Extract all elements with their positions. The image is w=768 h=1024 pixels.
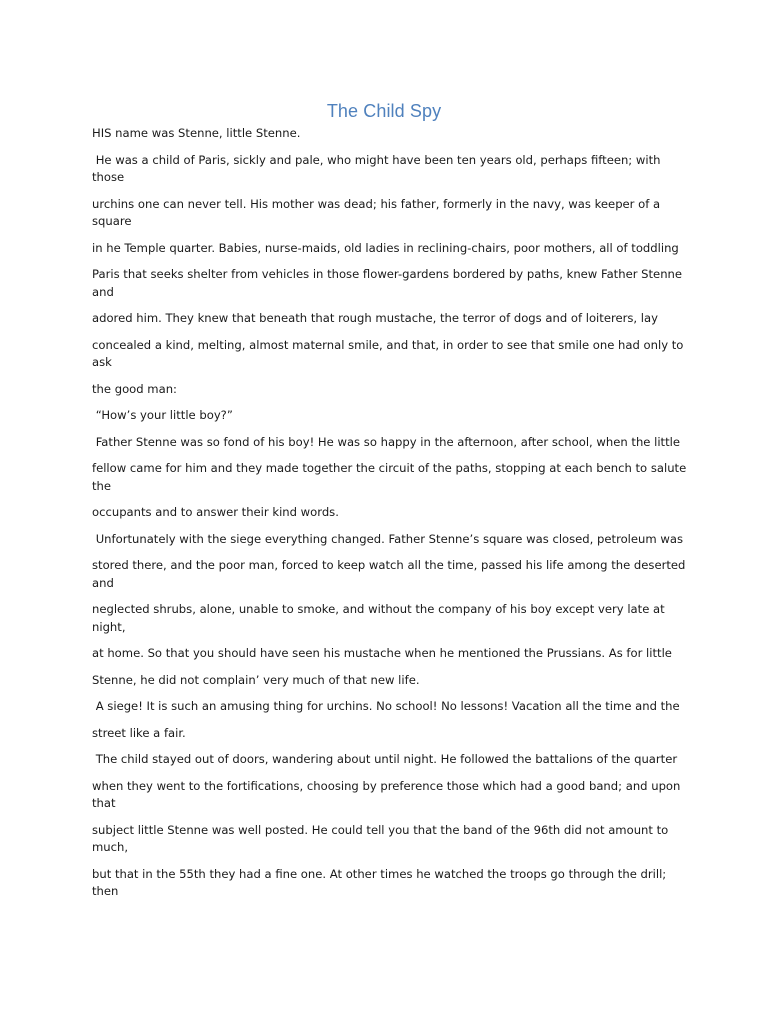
paragraph-14: stored there, and the poor man, forced to keep watch all the time, passed his life among the deserted and [92, 558, 690, 590]
paragraph-8: the good man: [92, 381, 177, 396]
document-title: The Child Spy [326, 101, 442, 121]
paragraph-15: neglected shrubs, alone, unable to smoke, and without the company of his boy except very late at night, [92, 602, 669, 634]
paragraph-20: The child stayed out of doors, wandering about until night. He followed the battalions of the quarter [92, 752, 678, 766]
paragraph-17: Stenne, he did not complain’ very much of that new life. [92, 672, 420, 687]
paragraph-16: at home. So that you should have seen his mustache when he mentioned the Prussians. As for little [92, 646, 672, 660]
paragraph-1: HIS name was Stenne, little Stenne. [92, 126, 301, 140]
paragraph-9: “How’s your little boy?” [92, 408, 233, 422]
paragraph-10: Father Stenne was so fond of his boy! He was so happy in the afternoon, after school, when the little [92, 434, 681, 449]
paragraph-22: subject little Stenne was well posted. He could tell you that the band of the 96th did not amount to much, [92, 822, 672, 854]
paragraph-3: urchins one can never tell. His mother was dead; his father, formerly in the navy, was keeper of a square [92, 196, 664, 228]
paragraph-2: He was a child of Paris, sickly and pale, who might have been ten years old, perhaps fifteen; with those [92, 152, 665, 184]
paragraph-19: street like a fair. [92, 725, 186, 740]
paragraph-7: concealed a kind, melting, almost maternal smile, and that, in order to see that smile one had only to ask [92, 337, 688, 369]
paragraph-4: in he Temple quarter. Babies, nurse-maids, old ladies in reclining-chairs, poor mothers, all of toddling [92, 240, 679, 255]
paragraph-5: Paris that seeks shelter from vehicles in those flower-gardens bordered by paths, knew Father Stenne and [92, 267, 686, 299]
paragraph-6: adored him. They knew that beneath that rough mustache, the terror of dogs and of loiterers, lay [92, 311, 658, 325]
paragraph-13: Unfortunately with the siege everything changed. Father Stenne’s square was closed, petroleum was [92, 531, 683, 546]
paragraph-11: fellow came for him and they made together the circuit of the paths, stopping at each bench to salute the [92, 461, 690, 493]
document-body [92, 125, 692, 901]
paragraph-12: occupants and to answer their kind words. [92, 505, 339, 519]
paragraph-18: A siege! It is such an amusing thing for urchins. No school! No lessons! Vacation all the time and the [92, 699, 680, 713]
paragraph-23: but that in the 55th they had a fine one. At other times he watched the troops go through the drill; then [92, 866, 670, 898]
paragraph-21: when they went to the fortifications, choosing by preference those which had a good band; and upon that [92, 778, 685, 810]
